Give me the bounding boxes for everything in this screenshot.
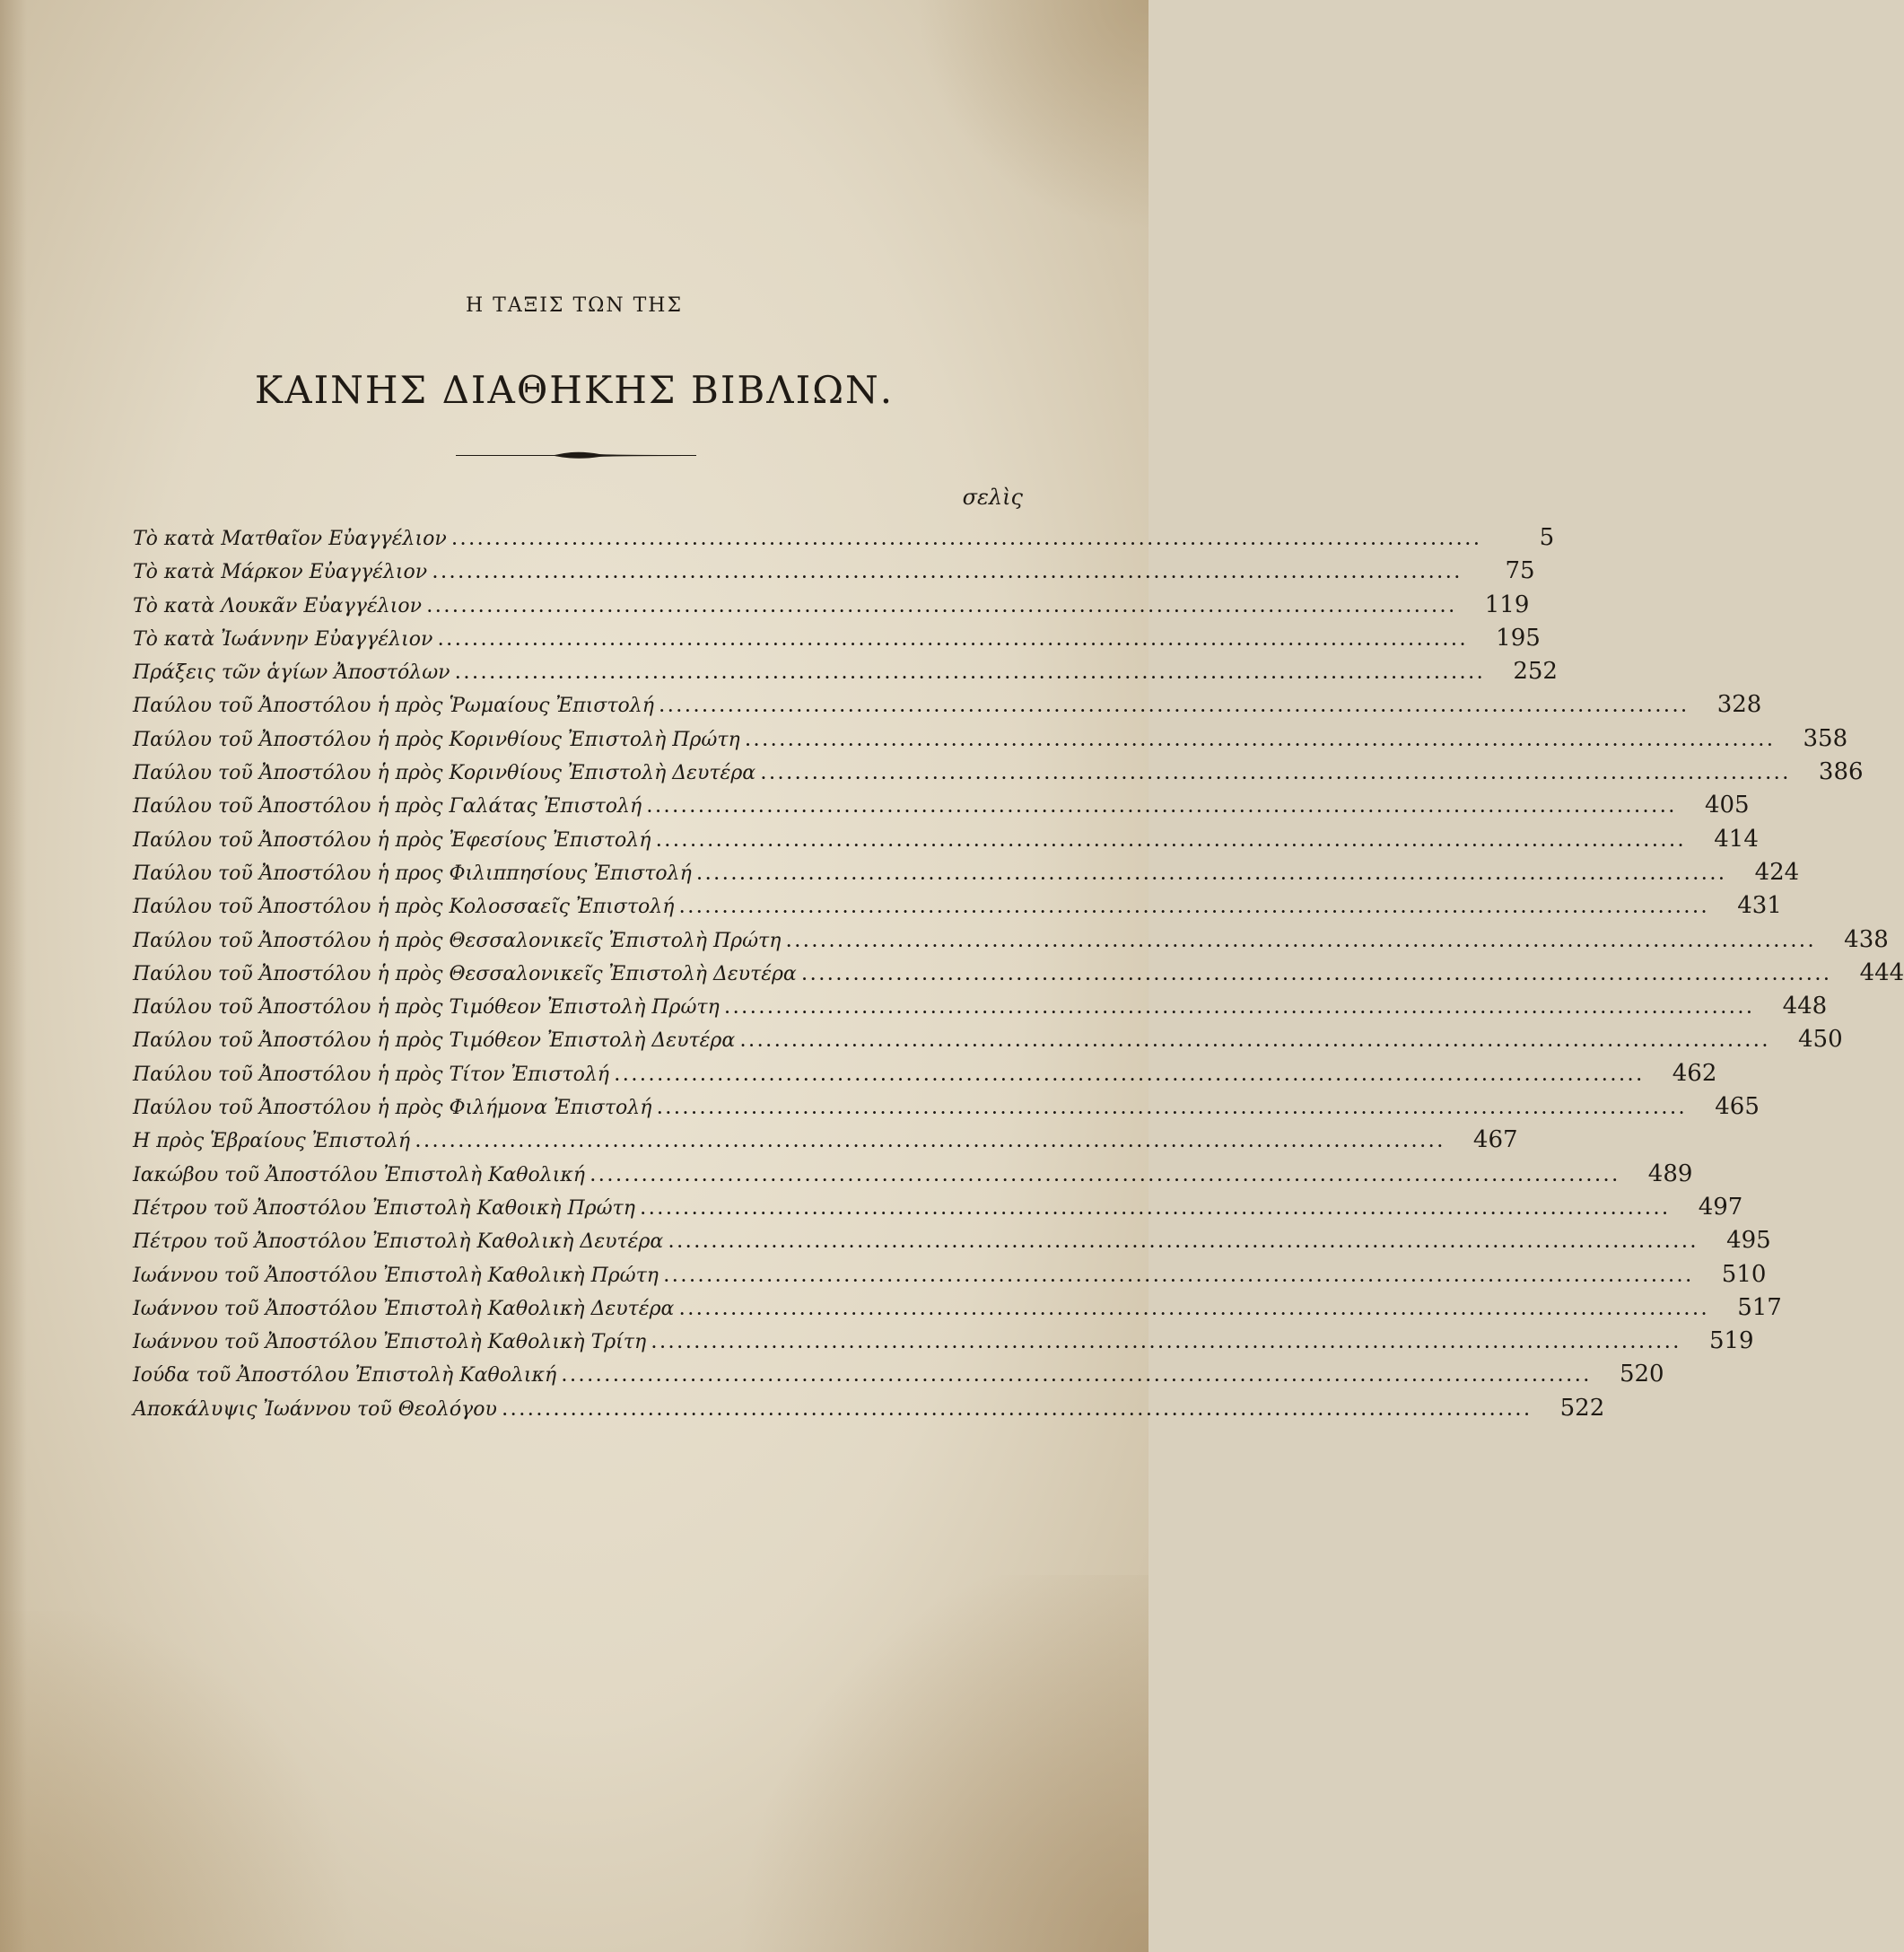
toc-entry-page: 495 <box>1726 1227 1771 1255</box>
toc-entry <box>133 1093 1760 1126</box>
toc-entry-title: Τὸ κατὰ Λουκᾶν Εὐαγγέλιον <box>133 594 422 617</box>
toc-entry-title: Ιακώβου τοῦ Ἀποστόλου Ἐπιστολὴ Καθολική <box>133 1163 585 1186</box>
toc-entry <box>133 1160 1693 1194</box>
table-of-contents <box>133 524 1904 1428</box>
dot-leader: ........................................................................................................................ <box>455 665 1486 683</box>
dot-leader: ........................................................................................................................ <box>438 631 1469 649</box>
dot-leader: ........................................................................................................................ <box>786 932 1817 950</box>
toc-entry <box>133 557 1535 591</box>
toc-entry <box>133 624 1541 658</box>
toc-entry <box>133 1327 1754 1361</box>
toc-entry <box>133 1260 1767 1294</box>
page-title: ΚΑΙΝΗΣ ΔΙΑΘΗΚΗΣ ΒΙΒΛΙΩΝ. <box>254 368 895 412</box>
dot-leader: ........................................................................................................................ <box>801 966 1833 984</box>
dot-leader: ........................................................................................................................ <box>415 1134 1446 1151</box>
toc-entry-page: 489 <box>1647 1160 1693 1187</box>
toc-entry-page: 522 <box>1559 1394 1605 1422</box>
toc-entry <box>133 1193 1743 1227</box>
toc-entry-title: Τὸ κατὰ Μάρκον Εὐαγγέλιον <box>133 561 428 584</box>
toc-entry-title: Πέτρου τοῦ Ἀποστόλου Ἐπιστολὴ Καθοικὴ Πρώτη <box>133 1196 635 1220</box>
dot-leader: ........................................................................................................................ <box>502 1401 1533 1419</box>
toc-entry <box>133 1126 1518 1160</box>
dot-leader: ........................................................................................................................ <box>679 899 1710 917</box>
toc-entry-page: 462 <box>1672 1059 1717 1087</box>
toc-entry-title: Παύλου τοῦ Ἀποστόλου ἡ πρὸς Θεσσαλονικεῖς Ἐπιστολὴ Πρώτη <box>133 929 782 952</box>
toc-entry-title: Παύλου τοῦ Ἀποστόλου ἡ πρὸς Φιλήμονα Ἐπιστολή <box>133 1097 652 1120</box>
dot-leader: ........................................................................................................................ <box>668 1234 1699 1252</box>
page-heading-line1: Η ΤΑΞΙΣ ΤΩΝ ΤΗΣ <box>465 294 684 317</box>
toc-entry <box>133 993 1828 1026</box>
toc-entry <box>133 792 1750 825</box>
dot-leader: ........................................................................................................................ <box>426 598 1458 616</box>
toc-entry-title: Ιωάννου τοῦ Ἀποστόλου Ἐπιστολὴ Καθολικὴ Δευτέρα <box>133 1297 675 1320</box>
toc-entry-page: 510 <box>1721 1260 1767 1288</box>
paper-stain <box>0 1611 377 1952</box>
toc-entry-title: Πράξεις τῶν ἁγίων Ἀποστόλων <box>133 661 450 685</box>
toc-entry <box>133 691 1762 724</box>
toc-entry-page: 252 <box>1513 658 1558 686</box>
dot-leader: ........................................................................................................................ <box>761 766 1792 783</box>
toc-entry-page: 119 <box>1484 591 1530 618</box>
toc-entry-title: Παύλου τοῦ Ἀποστόλου ἡ πρὸς Τιμόθεον Ἐπιστολὴ Πρώτη <box>133 996 720 1020</box>
toc-entry-page: 414 <box>1714 825 1759 853</box>
ornamental-rule <box>456 449 696 461</box>
toc-entry <box>133 1361 1664 1394</box>
toc-entry <box>133 758 1864 792</box>
dot-leader: ........................................................................................................................ <box>590 1167 1621 1185</box>
toc-entry <box>133 892 1782 925</box>
toc-entry <box>133 1394 1605 1428</box>
toc-entry <box>133 825 1759 859</box>
toc-entry-page: 75 <box>1505 557 1535 585</box>
dot-leader: ........................................................................................................................ <box>651 1335 1682 1352</box>
dot-leader: ........................................................................................................................ <box>745 731 1777 749</box>
toc-entry-title: Πέτρου τοῦ Ἀποστόλου Ἐπιστολὴ Καθολικὴ Δευτέρα <box>133 1230 664 1254</box>
toc-entry <box>133 658 1558 691</box>
toc-entry-title: Αποκάλυψις Ἰωάννου τοῦ Θεολόγου <box>133 1397 497 1421</box>
toc-entry-title: Παύλου τοῦ Ἀποστόλου ἡ πρὸς Κορινθίους Ἐπιστολὴ Πρώτη <box>133 728 740 751</box>
toc-entry-title: Παύλου τοῦ Ἀποστόλου ἡ πρὸς Ἐφεσίους Ἐπιστολή <box>133 828 651 852</box>
toc-entry-page: 450 <box>1798 1026 1843 1054</box>
toc-entry-title: Ιωάννου τοῦ Ἀποστόλου Ἐπιστολὴ Καθολικὴ Τρίτη <box>133 1331 647 1354</box>
toc-entry-page: 467 <box>1472 1126 1518 1154</box>
toc-entry-page: 386 <box>1818 758 1864 786</box>
toc-entry-title: Η πρὸς Ἑβραίους Ἐπιστολή <box>133 1130 411 1153</box>
toc-entry-page: 517 <box>1737 1293 1782 1321</box>
toc-entry-page: 448 <box>1782 993 1828 1020</box>
toc-entry-title: Παύλου τοῦ Ἀποστόλου ἡ πρὸς Τίτον Ἐπιστολή <box>133 1063 609 1086</box>
toc-entry-page: 444 <box>1859 958 1904 986</box>
toc-entry <box>133 1059 1717 1093</box>
toc-entry-page: 195 <box>1496 624 1541 652</box>
dot-leader: ........................................................................................................................ <box>657 1100 1688 1118</box>
toc-entry-title: Παύλου τοῦ Ἀποστόλου ἡ πρὸς Κολοσσαεῖς Ἐπιστολή <box>133 896 675 919</box>
dot-leader: ........................................................................................................................ <box>640 1200 1672 1218</box>
toc-entry-page: 438 <box>1844 925 1889 953</box>
dot-leader: ........................................................................................................................ <box>696 865 1728 883</box>
dot-leader: ........................................................................................................................ <box>679 1300 1710 1318</box>
dot-leader: ........................................................................................................................ <box>663 1267 1695 1285</box>
toc-entry <box>133 724 1848 758</box>
toc-entry-title: Παύλου τοῦ Ἀποστόλου ἡ πρὸς Θεσσαλονικεῖς Ἐπιστολὴ Δευτέρα <box>133 962 797 985</box>
toc-entry-title: Παύλου τοῦ Ἀποστόλου ἡ πρὸς Ῥωμαίους Ἐπιστολή <box>133 695 654 718</box>
dot-leader: ........................................................................................................................ <box>562 1368 1593 1386</box>
page-column-header: σελὶς <box>962 485 1023 510</box>
toc-entry <box>133 958 1904 993</box>
toc-entry-page: 405 <box>1704 792 1750 819</box>
toc-entry <box>133 858 1800 892</box>
dot-leader: ........................................................................................................................ <box>659 698 1690 716</box>
toc-entry <box>133 925 1889 959</box>
toc-entry-page: 497 <box>1698 1193 1743 1221</box>
dot-leader: ........................................................................................................................ <box>656 832 1687 850</box>
dot-leader: ........................................................................................................................ <box>740 1033 1771 1051</box>
toc-entry-title: Παύλου τοῦ Ἀποστόλου ἡ πρὸς Τιμόθεον Ἐπιστολὴ Δευτέρα <box>133 1029 736 1053</box>
dot-leader: ........................................................................................................................ <box>451 531 1483 548</box>
toc-entry-page: 465 <box>1715 1093 1760 1121</box>
toc-entry-title: Ιούδα τοῦ Ἀποστόλου Ἐπιστολὴ Καθολική <box>133 1364 557 1387</box>
toc-entry-page: 328 <box>1716 691 1762 719</box>
dot-leader: ........................................................................................................................ <box>432 565 1463 582</box>
toc-entry-page: 431 <box>1737 892 1782 920</box>
toc-entry <box>133 591 1530 625</box>
paper-stain <box>700 1575 1149 1952</box>
toc-entry-page: 358 <box>1803 724 1848 752</box>
paper-stain <box>915 0 1149 233</box>
toc-entry-title: Τὸ κατὰ Ἰωάννην Εὐαγγέλιον <box>133 627 433 651</box>
dot-leader: ........................................................................................................................ <box>647 799 1678 817</box>
dot-leader: ........................................................................................................................ <box>614 1066 1646 1084</box>
toc-entry <box>133 1293 1782 1327</box>
toc-entry-title: Παύλου τοῦ Ἀποστόλου ἡ πρὸς Γαλάτας Ἐπιστολή <box>133 795 642 818</box>
toc-entry-title: Τὸ κατὰ Ματθαῖον Εὐαγγέλιον <box>133 528 447 550</box>
toc-entry <box>133 524 1555 557</box>
toc-entry-title: Ιωάννου τοῦ Ἀποστόλου Ἐπιστολὴ Καθολικὴ Πρώτη <box>133 1264 659 1287</box>
toc-entry <box>133 1026 1843 1059</box>
toc-entry-page: 5 <box>1539 524 1555 551</box>
toc-entry-page: 424 <box>1754 858 1800 886</box>
dot-leader: ........................................................................................................................ <box>724 1000 1756 1018</box>
toc-entry <box>133 1227 1771 1260</box>
toc-entry-title: Παύλου τοῦ Ἀποστόλου ἡ προς Φιλιππησίους Ἐπιστολή <box>133 862 692 885</box>
toc-entry-page: 520 <box>1619 1361 1664 1388</box>
toc-entry-title: Παύλου τοῦ Ἀποστόλου ἡ πρὸς Κορινθίους Ἐπιστολὴ Δευτέρα <box>133 762 756 785</box>
toc-entry-page: 519 <box>1708 1327 1754 1355</box>
